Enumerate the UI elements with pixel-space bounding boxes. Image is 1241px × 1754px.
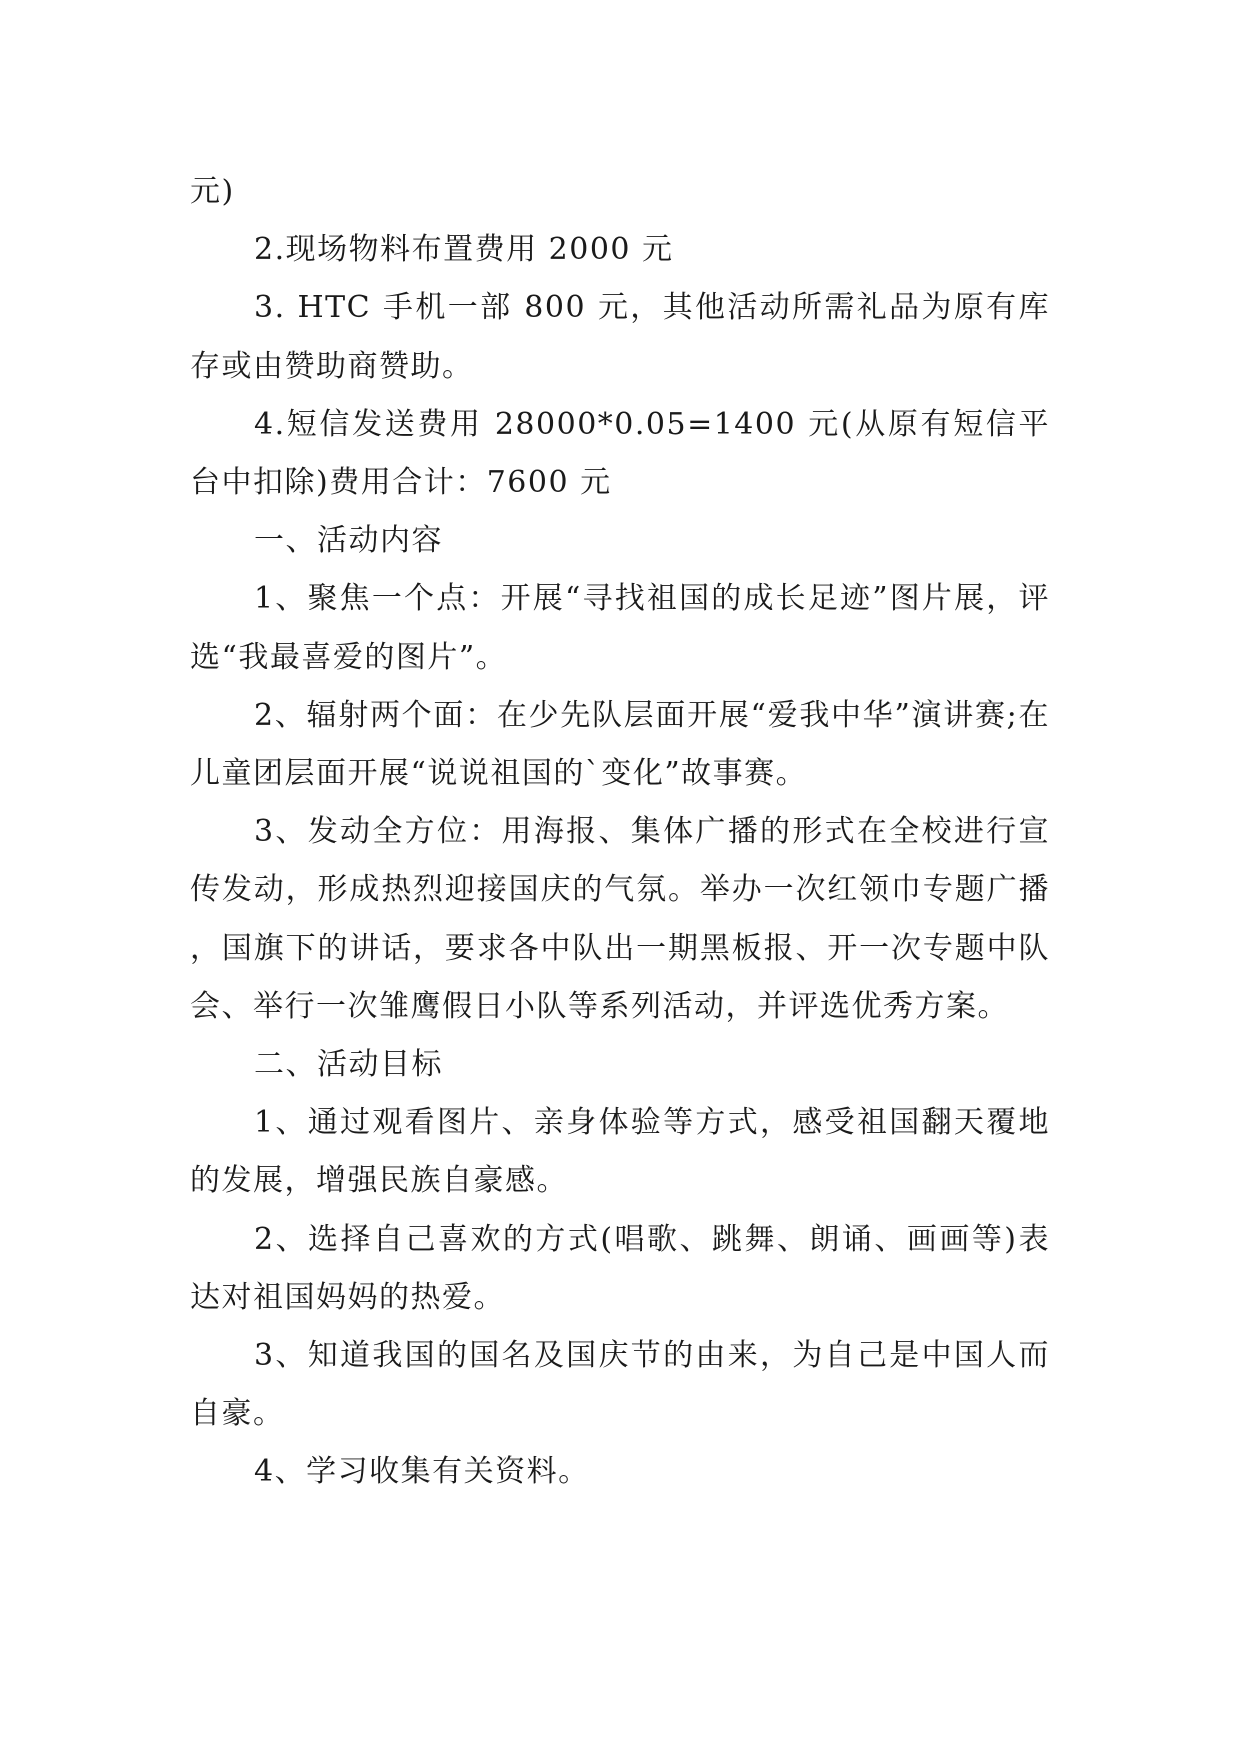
paragraph-content-item-2: 2、辐射两个面：在少先队层面开展“爱我中华”演讲赛;在儿童团层面开展“说说祖国的`变化”故事赛。	[190, 697, 1050, 792]
section-heading-activity-goals: 二、活动目标	[254, 1047, 443, 1083]
paragraph-continuation: 元)	[190, 174, 235, 209]
paragraph-goal-item-3: 3、知道我国的国名及国庆节的由来，为自己是中国人而自豪。	[190, 1338, 1050, 1432]
paragraph-content-item-3: 3、发动全方位：用海报、集体广播的形式在全校进行宣传发动，形成热烈迎接国庆的气氛。举办一次红领巾专题广播，国旗下的讲话，要求各中队出一期黑板报、开一次专题中队会、举行一次雏鹰假日小队等系列活动，并评选优秀方案。	[190, 814, 1050, 1024]
paragraph-content-item-1: 1、聚焦一个点：开展“寻找祖国的成长足迹”图片展，评选“我最喜爱的图片”。	[190, 581, 1050, 675]
paragraph-cost-item-4: 4.短信发送费用 28000*0.05=1400 元(从原有短信平台中扣除)费用合计：7600 元	[190, 406, 1050, 501]
paragraph-cost-item-3: 3. HTC 手机一部 800 元，其他活动所需礼品为原有库存或由赞助商赞助。	[190, 290, 1050, 384]
document-body	[190, 163, 1050, 1502]
section-heading-activity-content: 一、活动内容	[254, 523, 443, 559]
paragraph-goal-item-1: 1、通过观看图片、亲身体验等方式，感受祖国翻天覆地的发展，增强民族自豪感。	[190, 1105, 1050, 1199]
paragraph-cost-item-2: 2.现场物料布置费用 2000 元	[254, 232, 674, 268]
paragraph-goal-item-2: 2、选择自己喜欢的方式(唱歌、跳舞、朗诵、画画等)表达对祖国妈妈的热爱。	[190, 1221, 1050, 1315]
paragraph-goal-item-4: 4、学习收集有关资料。	[254, 1454, 590, 1490]
